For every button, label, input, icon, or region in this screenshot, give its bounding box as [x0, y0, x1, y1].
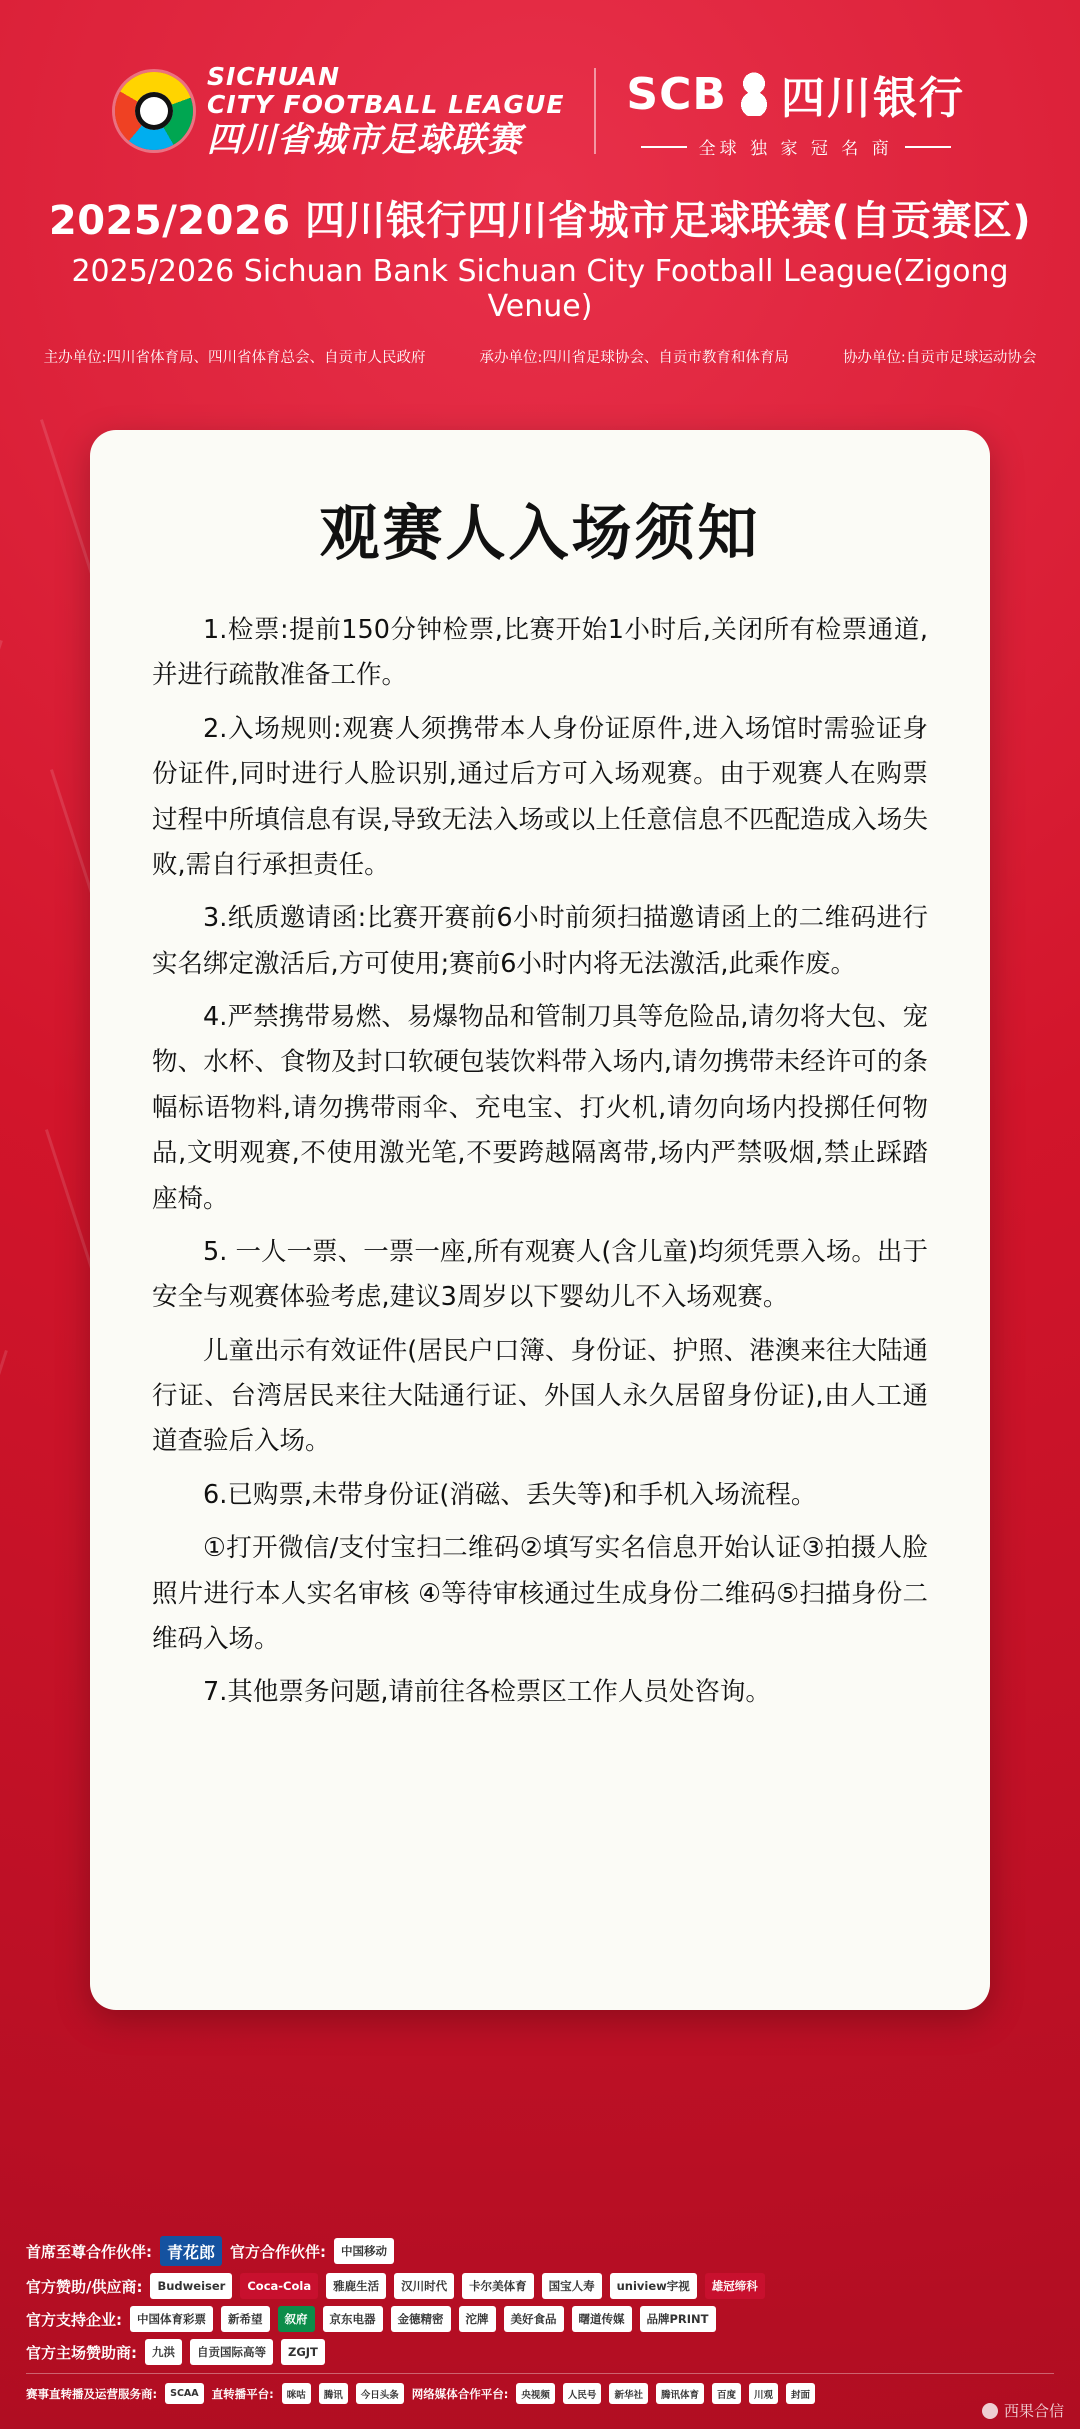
sponsor-logo[interactable]: 腾讯体育: [656, 2383, 704, 2404]
sponsor-logo[interactable]: 自贡国际高等: [190, 2339, 273, 2365]
sponsor-logo[interactable]: 咪咕: [282, 2383, 311, 2404]
sponsor-logo[interactable]: SCAA: [165, 2383, 204, 2404]
sponsor-row-label: 官方主场赞助商:: [26, 2343, 137, 2362]
sponsor-row-official: [26, 2273, 1054, 2299]
notice-paragraph: 4.严禁携带易燃、易爆物品和管制刀具等危险品,请勿将大包、宠物、水杯、食物及封口软硬包装饮料带入场内,请勿携带未经许可的条幅标语物料,请勿携带雨伞、充电宝、打火机,请勿向场内投掷任何物品,文明观赛,不使用激光笔,不要跨越隔离带,场内严禁吸烟,禁止踩踏座椅。: [152, 1002, 928, 1214]
sponsor-logo[interactable]: 川观: [749, 2383, 778, 2404]
sponsor-logo[interactable]: 九洪: [145, 2339, 182, 2365]
watermark-dot-icon: [982, 2403, 998, 2419]
notice-paragraph: 2.入场规则:观赛人须携带本人身份证原件,进入场馆时需验证身份证件,同时进行人脸识别,通过后方可入场观赛。由于观赛人在购票过程中所填信息有误,导致无法入场或以上任意信息不匹配造成入场失败,需自行承担责任。: [152, 713, 928, 880]
bank-tagline-wrap: [626, 134, 965, 159]
sponsor-logo[interactable]: 国宝人寿: [542, 2273, 602, 2299]
tagline-line-left: [641, 146, 687, 148]
league-name-en-line1: SICHUAN: [207, 62, 341, 91]
sponsor-row-home-venue: [26, 2339, 1054, 2365]
sponsor-logo[interactable]: uniview宇视: [610, 2273, 697, 2299]
notice-paragraph: 1.检票:提前150分钟检票,比赛开始1小时后,关闭所有检票通道,并进行疏散准备工作。: [152, 615, 928, 691]
sponsor-logo[interactable]: 百度: [712, 2383, 741, 2404]
sponsor-logo[interactable]: 中国移动: [334, 2238, 394, 2264]
sponsor-logo[interactable]: ZGJT: [281, 2339, 325, 2365]
sponsor-logo[interactable]: 雅鹿生活: [326, 2273, 386, 2299]
sponsor-logo[interactable]: 曙道传媒: [572, 2306, 632, 2332]
bank-logo: [626, 62, 965, 159]
sponsor-logo[interactable]: 沱牌: [459, 2306, 496, 2332]
league-logo: [115, 62, 565, 160]
sponsor-row-label: 官方合作伙伴:: [230, 2242, 327, 2261]
notice-paragraph: 6.已购票,未带身份证(消磁、丢失等)和手机入场流程。: [203, 1479, 817, 1510]
notice-paragraph: 7.其他票务问题,请前往各检票区工作人员处咨询。: [203, 1677, 771, 1708]
tagline-line-right: [905, 146, 951, 148]
sponsor-row-label: 首席至尊合作伙伴:: [26, 2242, 152, 2261]
sponsor-logo[interactable]: Coca-Cola: [240, 2273, 318, 2299]
sponsor-row-support: [26, 2306, 1054, 2332]
sponsor-divider: [26, 2373, 1054, 2374]
sponsor-logo[interactable]: 京东电器: [323, 2306, 383, 2332]
bank-tagline: 全球 独 家 冠 名 商: [698, 139, 893, 159]
sponsor-logo[interactable]: 腾讯: [319, 2383, 348, 2404]
sponsor-logo[interactable]: 品牌PRINT: [640, 2306, 716, 2332]
sponsor-logo[interactable]: 中国体育彩票: [130, 2306, 213, 2332]
bank-mark-text: SCB: [626, 68, 727, 120]
watermark-text: 西果合信: [1003, 2402, 1064, 2420]
title-block: [0, 189, 1080, 324]
sponsor-row-chief: [26, 2236, 1054, 2266]
league-name-cn: 四川省城市足球联赛: [207, 120, 523, 160]
sponsor-row-label: 官方支持企业:: [26, 2310, 122, 2329]
sponsor-row-label: 官方赞助/供应商:: [26, 2277, 143, 2296]
watermark: [982, 2400, 1064, 2421]
sponsor-logo[interactable]: 人民号: [563, 2383, 602, 2404]
page-title-cn: 2025/2026 四川银行四川省城市足球联赛(自贡赛区): [48, 198, 1032, 244]
sponsor-logo[interactable]: 央视频: [516, 2383, 555, 2404]
notice-card: [90, 430, 990, 2010]
sponsor-logo[interactable]: 汉川时代: [394, 2273, 454, 2299]
sponsor-logo[interactable]: Budweiser: [150, 2273, 232, 2299]
logo-row: [0, 62, 1080, 159]
organizer-undertaker: 承办单位:四川省足球协会、自贡市教育和体育局: [479, 350, 789, 366]
notice-paragraph: 5. 一人一票、一票一座,所有观赛人(含儿童)均须凭票入场。出于安全与观赛体验考虑,建议3周岁以下婴幼儿不入场观赛。: [152, 1236, 928, 1313]
logo-divider: [594, 68, 596, 154]
bank-emblem-icon: [737, 72, 771, 116]
notice-paragraph: ①打开微信/支付宝扫二维码②填写实名信息开始认证③拍摄人脸照片进行本人实名审核 ④等待审核通过生成身份二维码⑤扫描身份二维码入场。: [152, 1533, 928, 1654]
sponsor-logo[interactable]: 今日头条: [356, 2383, 404, 2404]
sponsor-logo[interactable]: 封面: [786, 2383, 815, 2404]
sponsor-logo[interactable]: 卡尔美体育: [462, 2273, 534, 2299]
organizer-host: 主办单位:四川省体育局、四川省体育总会、自贡市人民政府: [43, 350, 426, 366]
sponsor-row-label: 赛事直转播及运营服务商:: [26, 2386, 158, 2401]
sponsor-footer: [0, 2222, 1080, 2429]
sponsor-logo[interactable]: 新华社: [609, 2383, 648, 2404]
bank-name-cn: 四川银行: [780, 73, 965, 124]
sponsor-logo[interactable]: 青花郎: [160, 2236, 222, 2266]
sponsor-logo[interactable]: 金德精密: [391, 2306, 451, 2332]
sponsor-sub-label: 网络媒体合作平台:: [411, 2386, 509, 2401]
organizer-row: [0, 346, 1080, 367]
page-title-en: 2025/2026 Sichuan Bank Sichuan City Football League(Zigong Venue): [71, 254, 1009, 324]
sponsor-row-broadcast: [26, 2383, 1054, 2404]
sponsor-logo[interactable]: 雄冠缔科: [705, 2273, 765, 2299]
league-name-en-line2: CITY FOOTBALL LEAGUE: [207, 90, 565, 119]
sponsor-sub-label: 直转播平台:: [211, 2386, 274, 2401]
sponsor-logo[interactable]: 叙府: [278, 2306, 315, 2332]
notice-paragraph: 3.纸质邀请函:比赛开赛前6小时前须扫描邀请函上的二维码进行实名绑定激活后,方可使用;赛前6小时内将无法激活,此乘作废。: [152, 903, 928, 979]
football-league-logo-icon: [115, 72, 193, 150]
poster-header: [0, 0, 1080, 367]
notice-paragraph: 儿童出示有效证件(居民户口簿、身份证、护照、港澳来往大陆通行证、台湾居民来往大陆通行证、外国人永久居留身份证),由人工通道查验后入场。: [152, 1335, 928, 1457]
notice-title: 观赛人入场须知: [319, 499, 761, 569]
organizer-coorganizer: 协办单位:自贡市足球运动协会: [842, 350, 1037, 366]
sponsor-logo[interactable]: 新希望: [221, 2306, 270, 2332]
sponsor-logo[interactable]: 美好食品: [504, 2306, 564, 2332]
